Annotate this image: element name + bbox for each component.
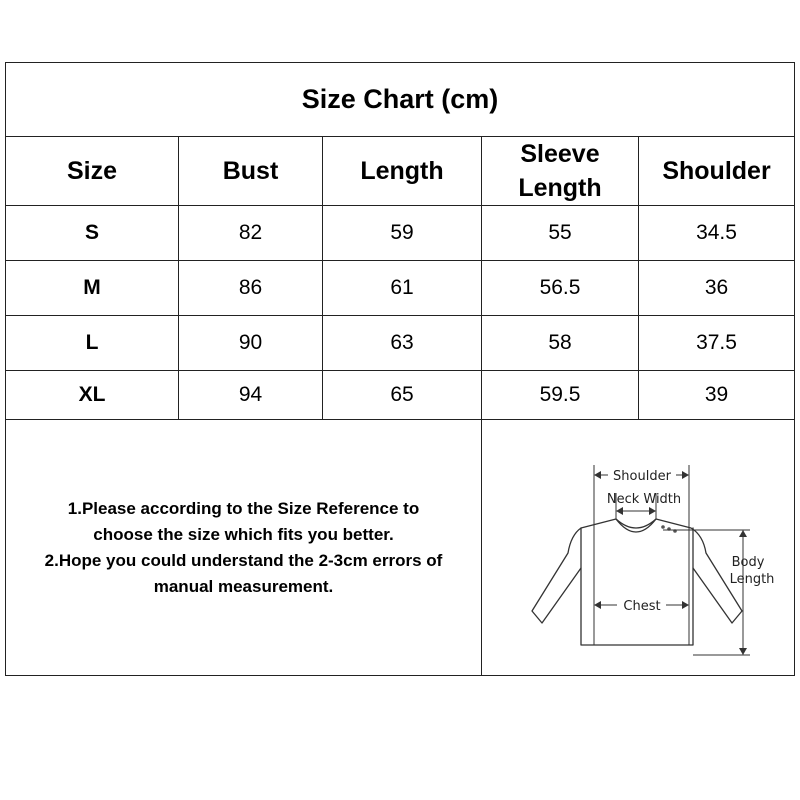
bust-cell: 90: [179, 316, 323, 371]
bust-cell: 86: [179, 261, 323, 316]
table-row: [6, 371, 795, 420]
bust-cell: 94: [179, 371, 323, 420]
diagram-label-neck-width: Neck Width: [606, 491, 682, 507]
note-line-3: 2.Hope you could understand the 2-3cm errors of: [44, 550, 443, 570]
shoulder-cell: 34.5: [639, 206, 795, 261]
diagram-label-body: Body: [731, 554, 765, 570]
sweater-measurement-diagram: [518, 433, 775, 663]
shoulder-cell: 36: [639, 261, 795, 316]
note-line-4: manual measurement.: [153, 576, 334, 596]
diagram-label-chest: Chest: [623, 598, 661, 614]
header-sleeve-length: [482, 137, 639, 206]
length-cell: 63: [323, 316, 482, 371]
collar-line: [616, 519, 656, 532]
table-row: [6, 316, 795, 371]
size-cell: S: [6, 206, 179, 261]
size-chart-table: [5, 62, 795, 676]
note-line-1: 1.Please according to the Size Reference to: [67, 498, 420, 518]
diagram-label-shoulder: Shoulder: [613, 468, 671, 484]
sweater-outline: [532, 519, 742, 645]
bust-cell: 82: [179, 206, 323, 261]
diagram-label-length: Length: [729, 571, 775, 587]
length-cell: 61: [323, 261, 482, 316]
sleeve-length-cell: 58: [482, 316, 639, 371]
sleeve-length-cell: 56.5: [482, 261, 639, 316]
sleeve-length-cell: 59.5: [482, 371, 639, 420]
chart-title: Size Chart (cm): [6, 63, 795, 137]
table-row: [6, 206, 795, 261]
length-cell: 59: [323, 206, 482, 261]
measurement-diagram-cell: [482, 420, 795, 676]
header-shoulder: Shoulder: [639, 137, 795, 206]
note-line-2: choose the size which fits you better.: [93, 524, 394, 544]
header-bust: Bust: [179, 137, 323, 206]
length-cell: 65: [323, 371, 482, 420]
size-cell: L: [6, 316, 179, 371]
header-size: Size: [6, 137, 179, 206]
button-dot: [661, 525, 665, 529]
shoulder-cell: 39: [639, 371, 795, 420]
info-row: [6, 420, 795, 676]
header-length: Length: [323, 137, 482, 206]
measurement-notes: [6, 420, 482, 676]
size-cell: XL: [6, 371, 179, 420]
shoulder-cell: 37.5: [639, 316, 795, 371]
size-cell: M: [6, 261, 179, 316]
header-sleeve-length-text: Sleeve Length: [518, 140, 602, 202]
header-row: [6, 137, 795, 206]
sleeve-length-cell: 55: [482, 206, 639, 261]
table-row: [6, 261, 795, 316]
